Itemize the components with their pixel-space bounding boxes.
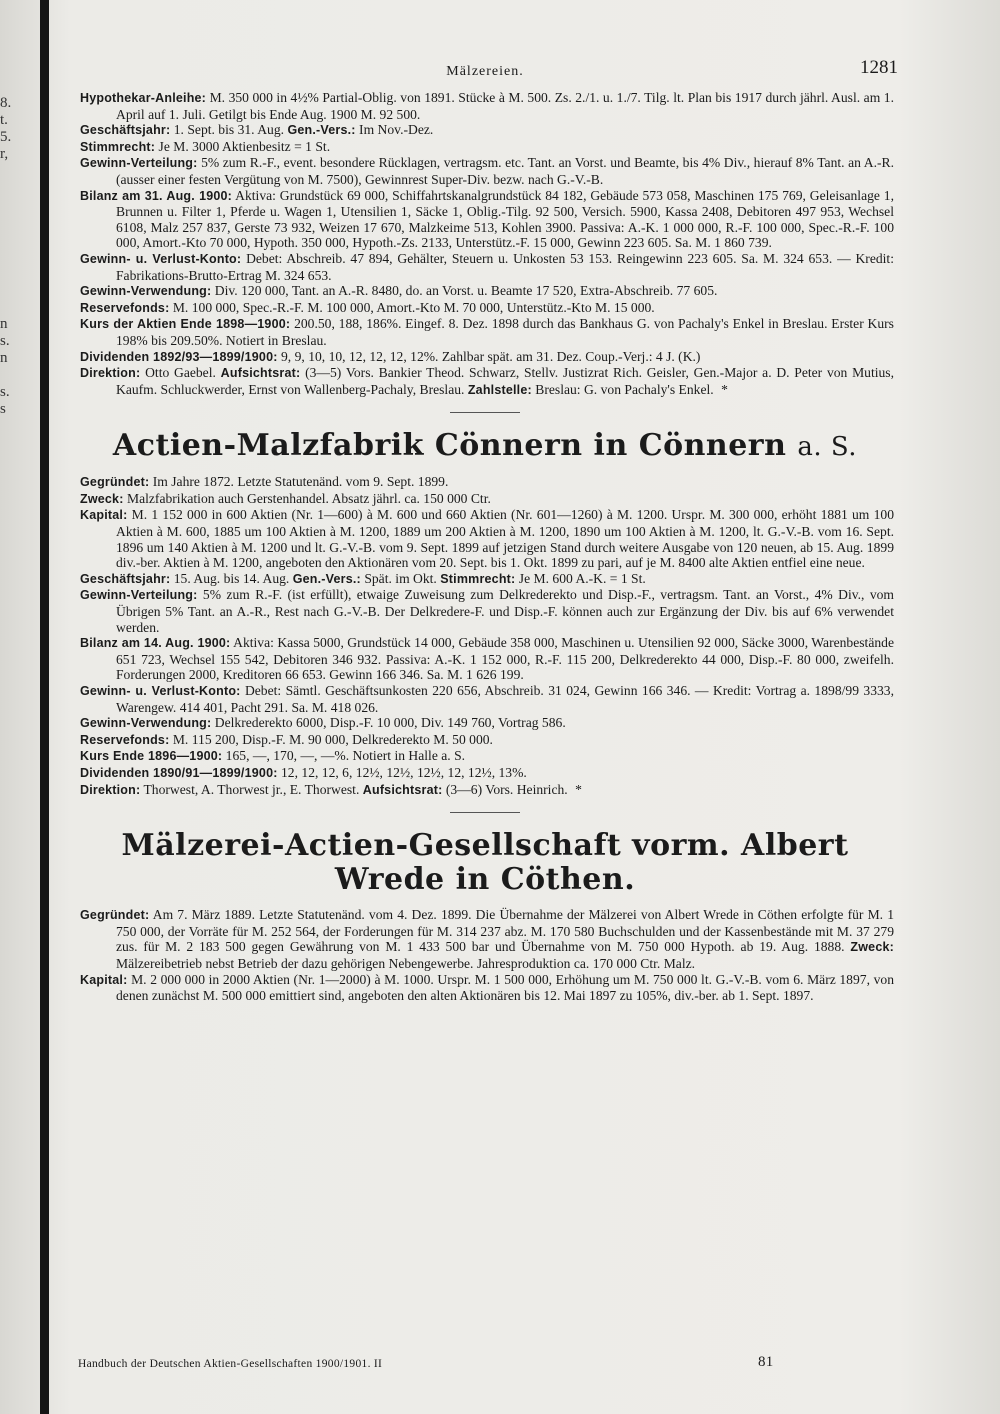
entry-text: Debet: Abschreib. 47 894, Gehälter, Steuern u. Unkosten 53 153. Reingewinn 223 605. Sa. M. 324 653. — Kredit: Fabrikations-Brutto-Ertrag M. 324 653. — [116, 250, 894, 283]
entry-label: Gen.-Vers.: — [292, 571, 361, 586]
entry-text: M. 115 200, Disp.-F. M. 90 000, Delkrederekto M. 50 000. — [172, 731, 493, 747]
entry-label: Reservefonds: — [80, 732, 170, 747]
running-title: Mälzereien. — [446, 64, 524, 79]
section-wrede — [76, 907, 894, 1004]
entry-text: 1. Sept. bis 31. Aug. — [173, 122, 285, 138]
page-footer — [78, 1354, 898, 1370]
entry — [76, 907, 894, 971]
entry — [76, 715, 894, 732]
entry-label: Direktion: — [80, 782, 141, 797]
entry-text: Breslau: G. von Pachaly's Enkel. — [535, 381, 714, 397]
entry-label: Hypothekar-Anleihe: — [80, 91, 207, 105]
binding-shadow — [40, 0, 49, 1414]
entry-text: Malzfabrikation auch Gerstenhandel. Absatz jährl. ca. 150 000 Ctr. — [126, 490, 491, 506]
entry-label: Dividenden 1892/93—1899/1900: — [80, 349, 278, 364]
entry — [76, 732, 894, 749]
section-previous-company — [76, 90, 894, 398]
entry — [76, 587, 894, 635]
section-separator — [450, 812, 520, 813]
margin-fragment: 5. — [0, 129, 12, 145]
entry-label: Bilanz am 31. Aug. 1900: — [80, 188, 233, 203]
entry-label: Gen.-Vers.: — [287, 123, 356, 138]
entry-text: Im Jahre 1872. Letzte Statutenänd. vom 9. Sept. 1899. — [152, 474, 449, 490]
entry-label: Stimmrecht: — [440, 571, 516, 586]
entry — [76, 365, 894, 398]
margin-fragment: n — [0, 350, 8, 366]
signature-mark: 81 — [758, 1354, 774, 1370]
entry — [76, 316, 894, 348]
entry — [76, 122, 894, 139]
margin-fragment: s. — [0, 384, 10, 400]
entry-label: Aufsichtsrat: — [220, 366, 301, 381]
entry-text: 165, —, 170, —, —%. Notiert in Halle a. S. — [225, 748, 466, 764]
entry — [76, 90, 894, 122]
margin-fragment — [0, 299, 30, 316]
margin-fragment: r, — [0, 146, 9, 162]
entry-label: Aufsichtsrat: — [362, 782, 443, 797]
entry — [76, 571, 894, 588]
entry-text: Spät. im Okt. — [364, 570, 437, 586]
entry-text: M. 350 000 in 4½% Partial-Oblig. von 1891. Stücke à M. 500. Zs. 2./1. u. 1./7. Tilg. lt. Plan bis 1917 durch jährl. Ausl. am 1. April auf 1. Juli. Getilgt bis Ende Aug. 1900 M. 92 500. — [116, 90, 894, 122]
margin-fragment — [0, 282, 30, 299]
entry-label: Zahlstelle: — [467, 382, 532, 397]
entry-text: 5% zum R.-F., event. besondere Rücklagen, vertragsm. etc. Tant. an Vorst. und Beamte, bis 4% Div., hierauf 8% Tant. an A.-R. (ausser einer festen Vergütung von M. 7500), Gewinnrest Super-Div. bezw. nach G.-V.-B. — [116, 155, 894, 187]
entry-text: Div. 120 000, Tant. an A.-R. 8480, do. an Vorst. u. Beamte 17 520, Extra-Abschreib. 77 605. — [214, 283, 718, 299]
entry-label: Geschäftsjahr: — [80, 571, 171, 586]
entry-text: (3—6) Vors. Heinrich. — [445, 781, 568, 797]
entry-label: Gegründet: — [80, 908, 150, 923]
page-header — [76, 57, 898, 90]
entry-text: Thorwest, A. Thorwest jr., E. Thorwest. — [143, 781, 360, 797]
entry-text: M. 100 000, Spec.-R.-F. M. 100 000, Amort.-Kto M. 70 000, Unterstütz.-Kto M. 15 000. — [172, 299, 655, 315]
entry-label: Geschäftsjahr: — [80, 123, 171, 138]
entry-text: Aktiva: Grundstück 69 000, Schiffahrtskanalgrundstück 84 182, Gebäude 573 058, Maschinen 175 769, Geleisanlage 1, Brunnen u. Filter 1, Pferde u. Wagen 1, Utensilien 1, Säcke 1, Oblig.-Tilg. 92 500, Versich. 5900, Kassa 2408, Debitoren 497 953, Wechsel 6108, Malz 257 837, Gerste 73 932, Weizen 17 670, Malzkeime 513, Kohlen 3900. Passiva: A.-K. 1 000 000, R.-F. 100 000, Spec.-R.-F. 100 000, Amort.-Kto 70 000, Hypoth. 350 000, Hypoth.-Zs. 2133, Unterstütz.-F. 15 000, Gewinn 223 605. Sa. M. 1 860 739. — [116, 187, 894, 251]
entry — [76, 507, 894, 570]
entry — [76, 139, 894, 156]
entry-text: Aktiva: Kassa 5000, Grundstück 14 000, Gebäude 358 000, Maschinen u. Utensilien 92 000, Säcke 3000, Warenbestände 651 723, Wechsel 155 542, Debitoren 346 932. Passiva: A.-K. 1 152 000, R.-F. 115 200, Delkrederekto 44 000, Disp.-F. 80 000, zweifelh. Forderungen 2000, Kreditoren 66 653. Gewinn 166 346. Sa. M. 1 626 199. — [116, 635, 894, 683]
entry-label: Bilanz am 14. Aug. 1900: — [80, 636, 231, 651]
company-title-place: a. S. — [797, 432, 858, 463]
entry-label: Reservefonds: — [80, 300, 170, 315]
entry-text: Im Nov.-Dez. — [359, 122, 434, 138]
company-title-cönnern — [76, 429, 894, 464]
entry-label: Gewinn-Verwendung: — [80, 284, 212, 299]
footer-text: Handbuch der Deutschen Aktien-Gesellschaften 1900/1901. II — [78, 1358, 383, 1370]
entry-label: Zweck: — [850, 940, 894, 955]
entry-text: Am 7. März 1889. Letzte Statutenänd. vom 4. Dez. 1899. Die Übernahme der Mälzerei von Albert Wrede in Cöthen erfolgte für M. 1 750 000, der Vorräte für M. 252 564, der Forderungen für M. 314 237 abz. M. 170 580 Buchschulden und der Kassenbestände mit M. 37 279 zus. für M. 2 183 500 gegen Gewährung von M. 1 433 500 bar und Übernahme von M. 750 000 Hypoth. ab 19. Aug. 1888. — [116, 907, 894, 955]
entry-text: Je M. 3000 Aktienbesitz = 1 St. — [158, 138, 331, 154]
previous-page-margin-fragments — [0, 95, 30, 418]
entry-text: (3—5) Vors. Bankier Theod. Schwarz, Stellv. Justizrat Rich. Geisler, Gen.-Major a. D. Peter von Mutius, Kaufm. Schluckwerder, Ernst von Wallenberg-Pachaly, Breslau. — [116, 365, 894, 397]
entry-label: Zweck: — [80, 491, 124, 506]
entry-label: Gewinn-Verwendung: — [80, 716, 212, 731]
margin-fragment: s. — [0, 333, 10, 349]
entry-text: M. 1 152 000 in 600 Aktien (Nr. 1—600) à M. 600 und 660 Aktien (Nr. 601—1260) à M. 1200. Urspr. M. 300 000, erhöht 1881 um 100 Aktien à M. 600, 1885 um 100 Aktien à M. 1200, 1889 um 200 Aktien à M. 1200, 1890 um 100 Aktien à M. 1200, lt. G.-V.-B. vom 16. Sept. 1896 um 140 Aktien à M. 1200 und lt. G.-V.-B. vom 9. Sept. 1899 auf jetzigen Stand durch weitere Ausgabe von 120 neuen, ab 15. Aug. 1899 div.-ber. Aktien à M. 1200, angeboten den Aktionären vom 20. Sept. bis 1. Okt. 1899 zu pari, auf je M. 8400 alte Aktien entfiel eine neue. — [116, 507, 894, 571]
entry-label: Gewinn- u. Verlust-Konto: — [80, 684, 241, 698]
entry-label: Kapital: — [80, 508, 128, 523]
entry — [76, 765, 894, 782]
entry-label: Kurs Ende 1896—1900: — [80, 749, 223, 764]
entry-text: M. 2 000 000 in 2000 Aktien (Nr. 1—2000) à M. 1000. Urspr. M. 1 500 000, Erhöhung um M. 750 000 lt. G.-V.-B. vom 6. März 1897, von denen zunächst M. 500 000 emittiert sind, angeboten den alten Aktionären bis 12. Mai 1897 zu 105%, div.-ber. ab 1. Sept. 1897. — [116, 971, 894, 1004]
entry-label: Kapital: — [80, 972, 128, 987]
entry-label: Gewinn-Verteilung: — [80, 156, 198, 171]
entry-label: Direktion: — [80, 366, 141, 381]
entry-label: Kurs der Aktien Ende 1898—1900: — [80, 317, 291, 332]
entry — [76, 635, 894, 683]
entry-text: Otto Gaebel. — [145, 365, 216, 381]
entry — [76, 349, 894, 366]
entry-text: Je M. 600 A.-K. = 1 St. — [518, 570, 646, 586]
margin-fragment — [0, 197, 30, 214]
entry-text: 200.50, 188, 186%. Eingef. 8. Dez. 1898 durch das Bankhaus G. von Pachaly's Enkel in Breslau. Erster Kurs 198% bis 209.50%. Notiert in Breslau. — [116, 316, 894, 348]
entry-text: 15. Aug. bis 14. Aug. — [173, 570, 290, 586]
end-asterisk: * — [721, 381, 728, 397]
entry — [76, 972, 894, 1004]
margin-fragment: 8. — [0, 95, 12, 111]
entry-label: Gegründet: — [80, 475, 150, 490]
company-title-wrede: Mälzerei-Actien-Gesellschaft vorm. Albert Wrede in Cöthen. — [121, 828, 849, 898]
entry — [76, 155, 894, 187]
margin-fragment — [0, 163, 30, 180]
entry-text: 9, 9, 10, 10, 12, 12, 12, 12%. Zahlbar spät. am 31. Dez. Coup.-Verj.: 4 J. (K.) — [281, 348, 701, 364]
entry — [76, 491, 894, 508]
margin-fragment — [0, 265, 30, 282]
section-cönnern — [76, 474, 894, 798]
margin-fragment — [0, 231, 30, 248]
entry — [76, 683, 894, 715]
entry-label: Gewinn-Verteilung: — [80, 588, 198, 603]
entry — [76, 188, 894, 251]
entry-text: Mälzereibetrieb nebst Betrieb der dazu gehörigen Nebengewerbe. Jahresproduktion ca. 170 000 Ctr. Malz. — [116, 955, 696, 971]
entry — [76, 782, 894, 799]
end-asterisk: * — [575, 781, 582, 797]
entry-label: Dividenden 1890/91—1899/1900: — [80, 765, 278, 780]
margin-fragment — [0, 180, 30, 197]
entry-text: Debet: Sämtl. Geschäftsunkosten 220 656, Abschreib. 31 024, Gewinn 166 346. — Kredit: Vortrag a. 1898/99 3333, Warengew. 414 401, Pacht 291. Sa. M. 418 026. — [116, 683, 894, 715]
entry — [76, 251, 894, 283]
entry-text: 5% zum R.-F. (ist erfüllt), etwaige Zuweisung zum Delkrederekto und Disp.-F., vertragsm. Tant. an Vorst., 4% Div., vom Übrigen 5% Tant. an A.-R., Rest nach G.-V.-B. Der Delkredere-F. und Disp.-F. können auch zur Ergänzung der Div. bis auf 6% verwendet werden. — [116, 587, 894, 635]
margin-fragment — [0, 248, 30, 265]
margin-fragment: t. — [0, 112, 8, 128]
entry — [76, 300, 894, 317]
page-number: 1281 — [860, 57, 898, 78]
section-separator — [450, 412, 520, 413]
margin-fragment — [0, 214, 30, 231]
margin-fragment: n — [0, 316, 8, 332]
entry — [76, 474, 894, 491]
page-content — [76, 57, 898, 1004]
entry — [76, 748, 894, 765]
entry — [76, 283, 894, 300]
entry-label: Gewinn- u. Verlust-Konto: — [80, 251, 242, 266]
margin-fragment: s — [0, 401, 6, 417]
margin-fragment — [0, 367, 30, 384]
entry-text: 12, 12, 12, 6, 12½, 12½, 12½, 12, 12½, 13%. — [281, 764, 527, 780]
company-title-text: Actien-Malzfabrik Cönnern in Cönnern — [112, 428, 787, 464]
entry-label: Stimmrecht: — [80, 139, 156, 154]
entry-text: Delkrederekto 6000, Disp.-F. 10 000, Div. 149 760, Vortrag 586. — [214, 715, 566, 731]
